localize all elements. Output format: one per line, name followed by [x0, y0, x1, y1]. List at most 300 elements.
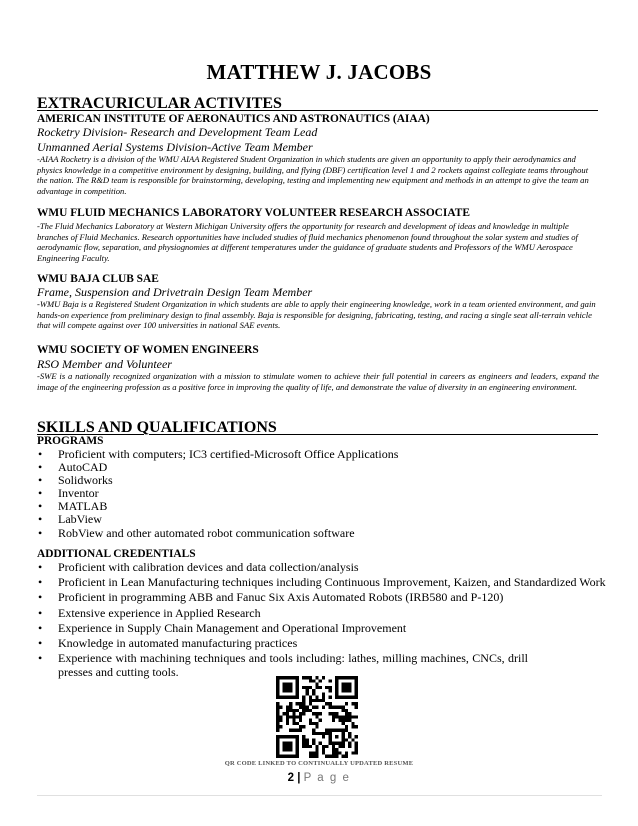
qr-module: [332, 719, 335, 722]
qr-module: [328, 732, 331, 735]
qr-module: [302, 709, 305, 712]
bullet-icon: •: [38, 499, 43, 514]
bullet-icon: •: [38, 447, 43, 461]
qr-module: [283, 683, 286, 686]
programs-list: [37, 448, 597, 540]
qr-module: [289, 676, 292, 679]
qr-module: [348, 742, 351, 745]
qr-module: [348, 676, 351, 679]
qr-module: [351, 702, 354, 705]
qr-module: [276, 755, 279, 758]
qr-module: [289, 702, 292, 705]
qr-module: [315, 696, 318, 699]
qr-module: [319, 686, 322, 689]
qr-module: [338, 706, 341, 709]
qr-module: [296, 702, 299, 705]
qr-module: [355, 686, 358, 689]
qr-module: [283, 735, 286, 738]
qr-module: [319, 732, 322, 735]
qr-module: [296, 728, 299, 731]
qr-module: [342, 683, 345, 686]
qr-module: [315, 732, 318, 735]
qr-module: [286, 712, 289, 715]
qr-module: [276, 751, 279, 754]
qr-module: [355, 735, 358, 738]
qr-module: [315, 699, 318, 702]
qr-module: [296, 722, 299, 725]
qr-module: [335, 706, 338, 709]
bullet-icon: •: [38, 605, 43, 620]
qr-module: [355, 715, 358, 718]
footer-rule: [37, 795, 602, 796]
footer-separator: |: [297, 772, 301, 784]
qr-module: [322, 706, 325, 709]
qr-module: [328, 696, 331, 699]
qr-module: [342, 696, 345, 699]
qr-module: [276, 728, 279, 731]
qr-module: [332, 748, 335, 751]
qr-module: [325, 728, 328, 731]
qr-module: [292, 719, 295, 722]
desc-fluid-mechanics: -The Fluid Mechanics Laboratory at Western Michigan University offers the opportunity for research and development of ideas and knowledge in multiple branches of Fluid Mechanics. Research opportunities have included studies of fluid mechanics phenomenon found throughout the solar system and studies of aerodynamic flow, separation, and physiognomies at different temperatures under the guidance of graduate students and Professors of the WMU Aerospace Engineering Faculty.: [37, 221, 578, 263]
qr-module: [302, 735, 305, 738]
qr-module: [276, 692, 279, 695]
qr-module: [355, 748, 358, 751]
qr-module: [315, 676, 318, 679]
list-item: • Proficient in Lean Manufacturing techniques including Continuous Improvement, Kaizen, and Standardized Work: [38, 575, 606, 590]
qr-module: [296, 709, 299, 712]
page-footer: [0, 772, 638, 784]
list-item: • Inventor: [38, 486, 99, 501]
qr-module: [296, 686, 299, 689]
qr-module: [302, 742, 305, 745]
qr-module: [328, 738, 331, 741]
qr-module: [279, 715, 282, 718]
qr-module: [335, 686, 338, 689]
qr-module: [335, 728, 338, 731]
qr-module: [322, 732, 325, 735]
qr-module: [276, 709, 279, 712]
qr-module: [342, 728, 345, 731]
qr-module: [345, 712, 348, 715]
qr-module: [292, 722, 295, 725]
qr-module: [328, 706, 331, 709]
qr-module: [328, 735, 331, 738]
qr-module: [328, 755, 331, 758]
qr-module: [276, 686, 279, 689]
qr-module: [296, 679, 299, 682]
qr-module: [322, 696, 325, 699]
qr-module: [296, 735, 299, 738]
qr-module: [302, 686, 305, 689]
qr-module: [315, 706, 318, 709]
qr-module: [342, 722, 345, 725]
qr-module: [319, 742, 322, 745]
role-aiaa-uas: Unmanned Aerial Systems Division-Active Team Member: [37, 140, 313, 154]
qr-module: [276, 706, 279, 709]
list-item: • Extensive experience in Applied Research: [38, 605, 261, 620]
qr-module: [335, 715, 338, 718]
qr-module: [355, 689, 358, 692]
list-item: • Solidworks: [38, 473, 113, 488]
qr-module: [355, 683, 358, 686]
programs-heading: PROGRAMS: [37, 435, 104, 447]
qr-module: [292, 715, 295, 718]
section-heading-skills: SKILLS AND QUALIFICATIONS: [37, 419, 277, 436]
qr-module: [348, 696, 351, 699]
qr-module: [342, 732, 345, 735]
org-aiaa: AMERICAN INSTITUTE OF AERONAUTICS AND ASTRONAUTICS (AIAA): [37, 113, 430, 125]
desc-swe: -SWE is a nationally recognized organization with a mission to stimulate women to achieve their full potential in careers as engineers and leaders, expand the image of the engineering profession as a positive force in improving the quality of life, and demonstrate the value of diversity in an engineering environment.: [37, 371, 599, 392]
qr-module: [348, 715, 351, 718]
qr-module: [276, 689, 279, 692]
qr-module: [332, 728, 335, 731]
qr-module: [309, 686, 312, 689]
qr-module: [286, 683, 289, 686]
list-item: • Proficient in programming ABB and Fanuc Six Axis Automated Robots (IRB580 and P-120): [38, 590, 504, 605]
qr-module: [283, 745, 286, 748]
qr-module: [312, 751, 315, 754]
qr-module: [345, 725, 348, 728]
qr-module: [312, 738, 315, 741]
qr-module: [276, 742, 279, 745]
qr-module: [283, 748, 286, 751]
org-fluid-mechanics: WMU FLUID MECHANICS LABORATORY VOLUNTEER RESEARCH ASSOCIATE: [37, 207, 470, 219]
qr-module: [286, 748, 289, 751]
qr-module: [292, 735, 295, 738]
qr-code-image[interactable]: [276, 676, 358, 758]
qr-module: [355, 702, 358, 705]
list-item: • MATLAB: [38, 499, 108, 514]
qr-module: [322, 676, 325, 679]
qr-module: [342, 715, 345, 718]
qr-module: [299, 702, 302, 705]
qr-module: [335, 748, 338, 751]
qr-module: [276, 748, 279, 751]
qr-module: [338, 696, 341, 699]
qr-module: [345, 683, 348, 686]
qr-module: [315, 745, 318, 748]
qr-module: [283, 712, 286, 715]
qr-module: [306, 692, 309, 695]
qr-module: [338, 742, 341, 745]
desc-aiaa: -AIAA Rocketry is a division of the WMU AIAA Registered Student Organization in which students are given an opportunity to apply their aerodynamics and physics knowledge in a competitive environment by designing, building, and flying (DBF) certification level 1 and 2 rockets against collegiate teams throughout the nation. The R&D team is responsible for brainstorming, developing, testing and implementing new equipment and methods in an attempt to give the team an advantage in competition.: [37, 154, 589, 196]
qr-module: [322, 735, 325, 738]
qr-module: [355, 725, 358, 728]
qr-module: [292, 709, 295, 712]
qr-module: [299, 725, 302, 728]
qr-module: [289, 745, 292, 748]
qr-module: [348, 689, 351, 692]
qr-module: [286, 745, 289, 748]
qr-module: [312, 706, 315, 709]
qr-module: [345, 751, 348, 754]
qr-module: [338, 745, 341, 748]
list-item: • AutoCAD: [38, 460, 108, 475]
qr-module: [276, 683, 279, 686]
qr-module: [286, 742, 289, 745]
qr-module: [289, 755, 292, 758]
qr-module: [289, 748, 292, 751]
qr-module: [312, 728, 315, 731]
bullet-icon: •: [38, 575, 43, 590]
qr-module: [335, 712, 338, 715]
qr-module: [283, 676, 286, 679]
qr-module: [342, 676, 345, 679]
qr-module: [332, 751, 335, 754]
qr-module: [355, 742, 358, 745]
qr-module: [276, 696, 279, 699]
qr-module: [306, 689, 309, 692]
qr-module: [315, 722, 318, 725]
qr-module: [315, 715, 318, 718]
qr-module: [289, 686, 292, 689]
qr-module: [325, 686, 328, 689]
qr-module: [322, 699, 325, 702]
qr-module: [328, 712, 331, 715]
qr-module: [345, 719, 348, 722]
qr-module: [279, 735, 282, 738]
qr-module: [302, 676, 305, 679]
qr-module: [319, 699, 322, 702]
qr-module: [296, 755, 299, 758]
qr-module: [312, 679, 315, 682]
qr-module: [335, 689, 338, 692]
qr-module: [355, 751, 358, 754]
qr-module: [315, 683, 318, 686]
section-heading-extracurricular: EXTRACURICULAR ACTIVITES: [37, 95, 282, 112]
qr-module: [312, 742, 315, 745]
qr-module: [286, 676, 289, 679]
qr-module: [289, 742, 292, 745]
qr-module: [338, 715, 341, 718]
qr-module: [283, 686, 286, 689]
qr-module: [315, 751, 318, 754]
qr-module: [345, 686, 348, 689]
qr-module: [312, 755, 315, 758]
qr-module: [296, 738, 299, 741]
qr-module: [332, 755, 335, 758]
qr-module: [306, 676, 309, 679]
qr-module: [299, 715, 302, 718]
qr-module: [342, 686, 345, 689]
qr-module: [319, 719, 322, 722]
qr-module: [345, 715, 348, 718]
qr-module: [348, 686, 351, 689]
qr-module: [283, 755, 286, 758]
qr-module: [332, 742, 335, 745]
qr-module: [309, 702, 312, 705]
qr-module: [302, 706, 305, 709]
qr-module: [309, 699, 312, 702]
list-item: • Experience with machining techniques and tools including: lathes, milling machines, CNCs, drill presses and cutting tools.: [38, 651, 528, 680]
qr-module: [312, 692, 315, 695]
role-baja: Frame, Suspension and Drivetrain Design Team Member: [37, 285, 313, 299]
qr-module: [296, 715, 299, 718]
qr-caption: QR CODE LINKED TO CONTINUALLY UPDATED RESUME: [224, 760, 414, 767]
qr-module: [306, 745, 309, 748]
qr-module: [306, 709, 309, 712]
qr-module: [325, 745, 328, 748]
qr-module: [328, 689, 331, 692]
qr-module: [292, 728, 295, 731]
qr-module: [335, 679, 338, 682]
qr-module: [322, 751, 325, 754]
qr-module: [296, 689, 299, 692]
qr-module: [322, 748, 325, 751]
page-number: 2: [287, 772, 295, 784]
bullet-icon: •: [38, 560, 43, 574]
role-swe: RSO Member and Volunteer: [37, 357, 172, 371]
qr-module: [289, 709, 292, 712]
qr-module: [296, 748, 299, 751]
list-item: • Experience in Supply Chain Management and Operational Improvement: [38, 620, 407, 635]
qr-module: [289, 728, 292, 731]
qr-module: [286, 709, 289, 712]
qr-module: [276, 738, 279, 741]
qr-module: [309, 745, 312, 748]
qr-module: [355, 679, 358, 682]
qr-module: [302, 745, 305, 748]
qr-module: [283, 742, 286, 745]
qr-module: [345, 755, 348, 758]
desc-baja: -WMU Baja is a Registered Student Organization in which students are able to apply their engineering knowledge, work in a team oriented environment, and gain hands-on experience from preliminary design to final assembly. Baja is responsible for designing, fabricating, testing, and racing a single seat all-terrain vehicle that will compete against over 100 universities in national SAE events.: [37, 299, 596, 330]
qr-module: [319, 679, 322, 682]
qr-module: [299, 719, 302, 722]
qr-module: [312, 689, 315, 692]
qr-module: [296, 683, 299, 686]
qr-module: [296, 742, 299, 745]
qr-module: [355, 692, 358, 695]
qr-module: [309, 679, 312, 682]
qr-module: [342, 755, 345, 758]
qr-module: [348, 712, 351, 715]
qr-module: [309, 719, 312, 722]
qr-module: [296, 751, 299, 754]
qr-module: [309, 755, 312, 758]
qr-module: [315, 755, 318, 758]
qr-module: [335, 696, 338, 699]
qr-module: [328, 686, 331, 689]
qr-module: [276, 679, 279, 682]
bullet-icon: •: [38, 486, 43, 501]
qr-module: [279, 706, 282, 709]
list-item: • Knowledge in automated manufacturing practices: [38, 636, 298, 651]
page-label: P a g e: [303, 772, 351, 784]
qr-module: [342, 735, 345, 738]
bullet-icon: •: [38, 651, 43, 666]
qr-module: [289, 715, 292, 718]
qr-module: [306, 686, 309, 689]
qr-module: [355, 696, 358, 699]
qr-module: [276, 722, 279, 725]
qr-module: [332, 712, 335, 715]
qr-module: [335, 751, 338, 754]
qr-module: [355, 706, 358, 709]
qr-module: [348, 735, 351, 738]
qr-module: [306, 738, 309, 741]
qr-module: [276, 702, 279, 705]
qr-module: [312, 712, 315, 715]
qr-module: [342, 719, 345, 722]
qr-module: [322, 692, 325, 695]
qr-module: [309, 696, 312, 699]
list-item: • LabView: [38, 512, 102, 527]
qr-module: [345, 728, 348, 731]
qr-module: [312, 732, 315, 735]
bullet-icon: •: [38, 620, 43, 635]
qr-module: [319, 712, 322, 715]
qr-module: [306, 706, 309, 709]
qr-module: [292, 696, 295, 699]
qr-module: [309, 709, 312, 712]
qr-module: [328, 742, 331, 745]
qr-module: [348, 745, 351, 748]
qr-module: [351, 696, 354, 699]
org-baja: WMU BAJA CLUB SAE: [37, 273, 159, 285]
qr-module: [289, 706, 292, 709]
qr-module: [306, 742, 309, 745]
qr-module: [335, 735, 338, 738]
qr-module: [355, 676, 358, 679]
qr-module: [289, 683, 292, 686]
qr-module: [276, 719, 279, 722]
qr-module: [351, 725, 354, 728]
qr-module: [286, 755, 289, 758]
qr-module: [345, 738, 348, 741]
qr-module: [332, 745, 335, 748]
bullet-icon: •: [38, 525, 43, 540]
qr-module: [286, 715, 289, 718]
qr-module: [325, 702, 328, 705]
candidate-name: MATTHEW J. JACOBS: [206, 60, 432, 84]
role-aiaa-rocketry: Rocketry Division- Research and Development Team Lead: [37, 125, 318, 139]
qr-module: [348, 683, 351, 686]
qr-module: [342, 689, 345, 692]
bullet-icon: •: [38, 636, 43, 651]
qr-module: [335, 742, 338, 745]
qr-module: [302, 702, 305, 705]
list-item: • Proficient with computers; IC3 certified-Microsoft Office Applications: [38, 447, 399, 461]
qr-module: [342, 742, 345, 745]
qr-module: [279, 755, 282, 758]
qr-module: [289, 696, 292, 699]
qr-module: [286, 686, 289, 689]
qr-module: [351, 751, 354, 754]
qr-module: [328, 679, 331, 682]
qr-module: [296, 676, 299, 679]
qr-module: [276, 715, 279, 718]
qr-module: [312, 699, 315, 702]
bullet-icon: •: [38, 512, 43, 527]
qr-module: [289, 735, 292, 738]
qr-module: [348, 719, 351, 722]
bullet-icon: •: [38, 590, 43, 605]
qr-module: [345, 676, 348, 679]
qr-module: [335, 692, 338, 695]
qr-module: [325, 755, 328, 758]
bullet-icon: •: [38, 473, 43, 488]
qr-module: [342, 706, 345, 709]
qr-module: [292, 755, 295, 758]
qr-module: [345, 709, 348, 712]
qr-module: [286, 706, 289, 709]
qr-module: [302, 696, 305, 699]
qr-module: [276, 676, 279, 679]
qr-module: [302, 712, 305, 715]
qr-module: [348, 732, 351, 735]
qr-module: [315, 748, 318, 751]
